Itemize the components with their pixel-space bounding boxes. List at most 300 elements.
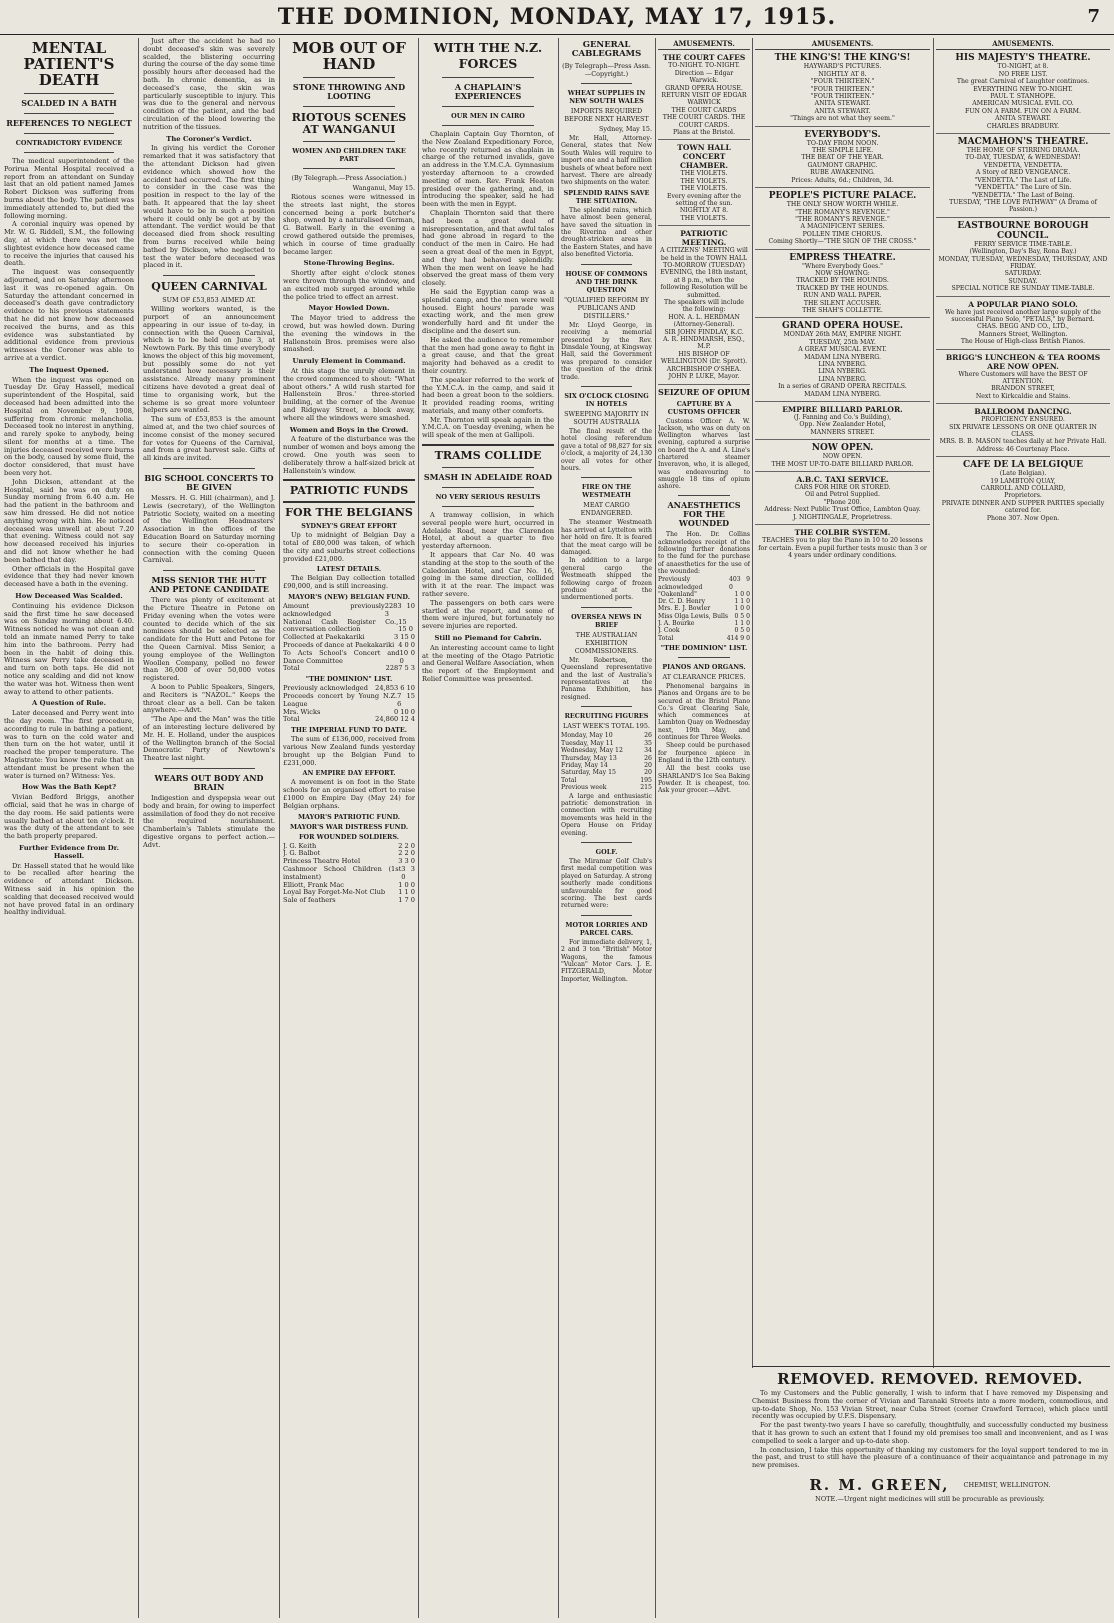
deck: A CHAPLAIN'S EXPERIENCES (454, 82, 522, 101)
deck: RIOTOUS SCENES AT WANGANUI (291, 111, 407, 136)
ad-line: "VENDETTA." The Last of Life. (974, 176, 1072, 184)
row-label: Mrs. E. J. Bowler (658, 605, 711, 613)
row-amount: 0 5 0 (734, 612, 750, 620)
ad-title: TOWN HALL CONCERT CHAMBER. (677, 143, 731, 171)
column-rule (933, 38, 934, 1368)
paragraph: To my Customers and the Public generally, I wish to inform that I have removed my Dispensing and Chemist Business from the corner of Vivian and Taranaki Streets into a more modern, commodious, and up-to-date Shop, No. 153 Vivian Street, near Cuba Street (corner Crawford Terrace), which place until recently was occupied by U.F.S. Dispensary. (752, 1389, 1108, 1421)
section-head: AMUSEMENTS. (658, 38, 750, 50)
paragraph: A movement is on foot in the State schools for an organised effort to raise £1000 on Empire Day (May 24) for Belgian orphans. (283, 778, 415, 810)
paragraph: The Belgian Day collection totalled £90,000, and is still increasing. (283, 574, 415, 591)
ad-line: (Wellington, Day's Bay, Rona Bay.) (969, 248, 1077, 256)
row-label: Monday, May 10 (561, 732, 613, 740)
paragraph: Sheep could be purchased for fourpence apiece in England in the 12th century. (658, 742, 750, 764)
subheading: The Inquest Opened. (29, 365, 109, 374)
ad-line: Plans at the Bristol. (672, 128, 736, 136)
ad-line: TEACHES you to play the Piano in 10 to 20 lessons for certain. Even a pupil further tests music than 3 or 4 years under ordinary conditions. (758, 537, 927, 559)
ad-line: PROFICIENCY ENSURED. (981, 416, 1065, 424)
paragraph: John Dickson, attendant at the Hospital, said he was on duty on Sunday morning from 6.40 a.m. He had the patient in the bathroom and saw him dressed. He did not notice anything wrong with him. He noticed deceased was unwell at about 7.20 that evening. Witness could not say how deceased received his injuries and did not know whether he had been bathed that day. (4, 477, 134, 564)
ad-line: FERRY SERVICE TIME-TABLE. (973, 240, 1073, 248)
ad-line: TRACKED BY THE HOUNDS. (796, 284, 889, 292)
ad-line: NIGHTLY AT 8. (679, 207, 729, 215)
ad-line: CARROLL AND COLLARD, (980, 485, 1066, 493)
ad-line: GRAND OPERA HOUSE. (665, 84, 743, 92)
deck: THE AUSTRALIAN EXHIBITION COMMISSIONERS. (574, 630, 639, 655)
row-amount: 26 (644, 754, 652, 762)
paragraph: The sum of £53,853 is the amount aimed at, and the two chief sources of income consist of the money secured for votes for Queens of the Carnival, and from a great harvest sale. Gifts of all kinds are invited. (143, 415, 275, 463)
row-label: Tuesday, May 11 (561, 739, 614, 747)
ad-line: THE VIOLETS. (680, 170, 728, 178)
ad-lines (938, 371, 1108, 401)
headline: BIG SCHOOL CONCERTS TO BE GIVEN (144, 473, 274, 493)
ad-line: Coming Shortly—"THE SIGN OF THE CROSS." (768, 238, 917, 246)
deck: LATEST DETAILS. (316, 565, 382, 574)
paragraph: At this stage the unruly element in the crowd commenced to shout: "What about others." A wild rush started for Hallenstein Bros.' three-storied building, at the corner of the Avenue and Ridgway Street, a block away, where all the windows were smashed. (283, 366, 415, 422)
advertisement (755, 127, 930, 188)
paragraph: Phenomenal bargains in Pianos and Organs are to be secured at the Bristol Piano Co.'s Great Clearing Sale, which commences at Lambton Quay on Wednesday next, 19th May, and continues for Three Weeks. (658, 682, 750, 742)
ad-line: NOW SHOWING: (815, 269, 870, 277)
row-amount: 24,853 6 10 (375, 684, 415, 693)
ad-lines (757, 140, 928, 184)
ad-line: Phone 307. Now Open. (986, 514, 1060, 522)
ad-title: BRIGG'S LUNCHEON & TEA ROOMS ARE NOW OPEN. (945, 352, 1101, 371)
paragraph: He said the Egyptian camp was a splendid camp, and the men were well housed. Eight hours' parade was exacting work, and the men grew wonderfully hard and fit under the discipline and the desert sun. (422, 287, 554, 335)
row-amount: 1 7 0 (398, 896, 415, 905)
headline: MOB OUT OF HAND (292, 39, 406, 73)
ad-line: HIS BISHOP OF WELLINGTON (Dr. Sprott). (660, 350, 748, 366)
list-row (658, 620, 750, 627)
paragraph: Indigestion and dyspepsia wear out body and brain, for owing to imperfect assimilation of food they do not receive the required nourishment. Chamberlain's Tablets stimulate the digestive organs to perfect action.—Advt. (143, 793, 275, 849)
paragraph: He asked the audience to remember that the men had gone away to fight in a great cause, and that the great majority had behaved as a credit to their country. (422, 335, 554, 375)
ad-line: CARS FOR HIRE OR STORED. (794, 484, 891, 492)
paragraph: "The Ape and the Man" was the title of an interesting lecture delivered by Mr. H. E. Holland, under the auspices of the Wellington branch of the Social Democratic Party of Newtown's Theatre last night. (143, 715, 275, 763)
ad-line: SIR JOHN FINDLAY, K.C. (664, 328, 744, 336)
ad-line: "Things are not what they seem." (790, 115, 895, 123)
ad-lines (660, 247, 748, 380)
paragraph: A feature of the disturbance was the number of women and boys among the crowd. One youth was seen to deliberately throw a half-sized brick at Hallenstein's window. (283, 435, 415, 475)
ad-lines (938, 241, 1108, 293)
paragraph: When the inquest was opened on Tuesday Dr. Gray Hassell, medical superintendent of the Hospital, said deceased had been admitted into the Hospital on November 9, 1908, suffering from chronic melancholia. Deceased took no interest in anything, and rarely spoke to anybody, being silent for months at a time. The injuries deceased received were burns on the body, caused by some fluid, the doctor considered, that must have been very hot. (4, 375, 134, 478)
ad-line: (J. Fanning and Co.'s Building), (793, 414, 892, 422)
row-amount: 195 (640, 776, 652, 784)
list-row (283, 603, 415, 619)
ad-line: ANITA STEWART. (814, 107, 871, 115)
ad-line: Where Customers will have the BEST OF ATTENTION. (958, 370, 1088, 385)
deck: "QUALIFIED REFORM BY PUBLICANS AND DISTILLERS." (564, 295, 649, 320)
row-label: J. G. Keith (283, 841, 317, 850)
row-label: To Acts School's Concert and Dance Committee (283, 648, 400, 665)
ad-line: TO-NIGHT, at 8. (997, 63, 1049, 71)
row-amount: 1 1 0 (734, 598, 750, 606)
ad-line: The great Carnival of Laughter continues. (956, 78, 1090, 86)
ad-lines (938, 63, 1108, 130)
paragraph: Up to midnight of Belgian Day a total of £80,000 was taken, of which the city and suburbs street collections provided £21,000. (283, 531, 415, 563)
ad-line: "Phone 200. (823, 498, 862, 506)
column-rule (655, 38, 656, 1618)
column-rule (752, 38, 753, 1368)
ad-line: THE SHAH'S COLLETTE. (802, 306, 883, 314)
ad-line: "FOUR THIRTEEN." (810, 78, 875, 86)
row-label: J. A. Bourke (658, 620, 695, 628)
row-amount: 3 3 0 (398, 857, 415, 866)
paragraph: Messrs. H. G. Hill (chairman), and J. Lewis (secretary), of the Wellington Patriotic Society, waited on a meeting of the Wellington Headmasters' Association in the offices of the Education Board on Saturday morning to secure their co-operation in connection with the coming Queen Carnival. (143, 494, 275, 565)
ad-title: NOW OPEN. (811, 443, 874, 454)
ad-line: LINA NYBERG. (818, 375, 867, 383)
row-label: "Oakenland" (658, 590, 697, 598)
ad-line: MADAM LINA NYBERG. (804, 353, 881, 361)
headline: PATRIOTIC FUNDS (289, 484, 409, 498)
ad-title: EMPRESS THEATRE. (789, 252, 896, 263)
ad-line: In a series of GRAND OPERA RECITALS. (778, 383, 907, 391)
row-label: Proceeds concert by Young N.Z. League (283, 692, 398, 708)
ad-line: NO FREE LIST. (998, 70, 1048, 78)
credit-line: (By Telegraph.—Press Association.) (291, 174, 407, 182)
deck: CONTRADICTORY EVIDENCE (15, 139, 123, 147)
column-rule (279, 38, 280, 1618)
ad-line: SPECIAL NOTICE RE SUNDAY TIME-TABLE. (951, 285, 1095, 293)
advertisement (755, 250, 930, 319)
fund-list (283, 603, 415, 673)
deck: SMASH IN ADELAIDE ROAD (423, 472, 553, 483)
ad-line: NIGHTLY AT 8. (818, 70, 867, 78)
ad-line: RUN AND WALL PAPER. (803, 292, 882, 300)
paragraph: The splendid rains, which have almost been general, have saved the situation in the Riverina and other drought-stricken areas in the Eastern States, and have also benefited Victoria. (561, 206, 652, 259)
signature-name: R. M. GREEN, (809, 1475, 950, 1494)
row-amount: 15 15 0 (398, 617, 413, 634)
ad-line: MRS. B. B. MASON teaches daily at her Private Hall. (939, 438, 1107, 446)
paragraph: Riotous scenes were witnessed in the streets last night, the stores concerned being a pork butcher's shop, owned by a naturalised German, G. Batwell. Early in the evening a crowd gathered outside the premises, which in course of time gradually became larger. (283, 193, 415, 256)
ad-lines (660, 170, 748, 222)
ad-lines (938, 416, 1108, 453)
list-row (658, 598, 750, 605)
divider (752, 1366, 1110, 1367)
masthead (0, 0, 1114, 35)
fund-list (283, 685, 415, 724)
ad-line: A MAGNIFICENT SERIES. (800, 223, 885, 231)
headline: ANAESTHETICS FOR THE WOUNDED (667, 500, 741, 529)
ad-title: PEOPLE'S PICTURE PALACE. (768, 191, 917, 202)
ad-lines (757, 453, 928, 468)
ad-title: MACMAHON'S THEATRE. (957, 137, 1089, 148)
row-label: Thursday, May 13 (561, 754, 617, 762)
row-label: Elliott, Frank Mac (283, 880, 344, 889)
advertisement (755, 188, 930, 249)
ad-line: "THE ROMANY'S REVENGE." (795, 208, 890, 216)
ad-line: Every evening after the setting of the sun. (667, 192, 741, 207)
headline: MOTOR LORRIES AND PARCEL CARS. (565, 920, 648, 937)
row-amount: 24,860 12 4 (375, 715, 415, 724)
ad-line: TO-DAY, TUESDAY, & WEDNESDAY! (965, 154, 1081, 162)
row-label: Wednesday, May 12 (561, 747, 623, 755)
headline: MENTAL PATIENT'S DEATH (23, 39, 115, 89)
deck: GOLF. (595, 847, 618, 856)
column-8 (936, 38, 1110, 1368)
ad-line: THE VIOLETS. (680, 214, 728, 222)
row-label: Friday, May 14 (561, 761, 608, 769)
ad-line: MONDAY, TUESDAY, WEDNESDAY, THURSDAY, AND FRIDAY. (938, 255, 1108, 270)
paragraph: All the best cooks use SHARLAND'S Ice Sea Baking Powder. It is cheapest, too. Ask your grocer.—Advt. (658, 765, 750, 795)
list-row (561, 784, 652, 791)
list-row (658, 635, 750, 642)
ad-lines (938, 309, 1108, 346)
list-row (283, 897, 415, 905)
ad-line: PRIVATE DINNER AND SUPPER PARTIES specially catered for. (941, 499, 1105, 515)
deck: MAYOR'S (NEW) BELGIAN FUND. (288, 593, 410, 602)
ad-lines (757, 484, 928, 521)
ad-line: SIX PRIVATE LESSONS OR ONE QUARTER IN CLASS. (949, 423, 1097, 439)
paragraph: The sum of £136,000, received from various New Zealand funds yesterday brought up the Belgian Fund to £231,000. (283, 735, 415, 767)
deck: HOUSE OF COMMONS AND THE DRINK QUESTION (565, 269, 648, 294)
paragraph: The final result of the hotel closing referendum gave a total of 98,827 for six o'clock, a majority of 24,130 over all votes for other hours. (561, 427, 652, 472)
ad-lines (757, 414, 928, 436)
fund-list (658, 576, 750, 642)
dateline: Sydney, May 15. (599, 125, 652, 133)
row-amount: 1 0 0 (734, 605, 750, 613)
ad-title: A POPULAR PIANO SOLO. (968, 299, 1078, 309)
row-amount: 20 (644, 769, 652, 777)
deck: MAYOR'S PATRIOTIC FUND. (297, 812, 401, 821)
paragraph: Later deceased and Perry went into the day room. The first procedure, according to rule in bathing a patient, was to turn on the cold water and then turn on the hot water, until it reached the proper temperature. The Magistrate: You know the rule that an attendant must be present when the water is turned on? Witness: Yes. (4, 709, 134, 780)
row-label: Amount previously acknowledged (283, 602, 385, 618)
deck: FIRE ON THE WESTMEATH (581, 483, 632, 500)
row-label: Sale of feathers (283, 896, 336, 905)
ad-line: ANITA STEWART. (814, 100, 871, 108)
ad-title: HIS MAJESTY'S THEATRE. (955, 53, 1091, 64)
subheading: Stone-Throwing Begins. (303, 259, 395, 268)
ad-lines (757, 331, 928, 398)
paragraph: A large and enthusiastic patriotic demonstration in connection with recruiting movements was held in the Opera House on Friday evening. (561, 792, 652, 837)
list-row (561, 747, 652, 754)
row-label: Total (561, 776, 577, 784)
deck: CAPTURE BY A CUSTOMS OFFICER (667, 399, 741, 416)
ad-line: THE ONLY SHOW WORTH WHILE. (786, 201, 899, 209)
row-label: Total (283, 715, 300, 724)
deck: LAST WEEK'S TOTAL 195. (563, 722, 650, 731)
ad-line: SUNDAY. (1008, 277, 1038, 285)
column-rule (418, 38, 419, 1618)
paragraph: Just after the accident he had no doubt deceased's skin was severely scalded, the blistering occurring during the course of the day some time possibly hours after deceased had the bath. In chronic dementia, as in deceased's case, the skin was particularly susceptible to injury. This was due to the general and nervous condition of the patient, and the bad circulation of the blood lowering the nutrition of the tissues. (143, 38, 275, 131)
deck: REFERENCES TO NEGLECT (6, 118, 132, 128)
paragraph: The medical superintendent of the Porirua Mental Hospital received a report from an attendant on Sunday last that an old patient named James Robert Dickson was suffering from burns about the body. The patient was immediately attended to, but died the following morning. (4, 157, 134, 220)
paragraph: A tramway collision, in which several people were hurt, occurred in Adelaide Road, near the Clarendon Hotel, at about a quarter to five yesterday afternoon. (422, 511, 554, 551)
subheading: How Was the Bath Kept? (21, 783, 117, 792)
paragraph: In giving his verdict the Coroner remarked that it was satisfactory that the attendant Dickson had given evidence which showed how the accident had occurred. The first thing to consider in the case was the position in respect to the lay of the bath. It appeared that the lay sheet would have to be in such a position where it could only be got at by the attendant. The verdict would be that deceased died from shock resulting from burns received while being bathed by Dickson, who neglected to test the water before deceased was placed in it. (143, 144, 275, 270)
row-label: Cashmoor School Children (1st instalment) (283, 865, 402, 881)
ad-line: VENDETTA, VENDETTA. (983, 161, 1063, 169)
list-row (283, 693, 415, 709)
list-row (283, 650, 415, 666)
ad-line: THE COURT CARDS. THE COURT CARDS. (662, 114, 746, 129)
ad-line: A Story of RED VENGEANCE. (975, 169, 1071, 177)
row-amount: 4 0 0 (398, 641, 415, 650)
row-amount: 414 9 0 (726, 634, 750, 642)
advertisement (658, 226, 750, 384)
ad-line: THE SIMPLE LIFE. (811, 147, 874, 155)
deck: OVERSEA NEWS IN BRIEF (571, 612, 642, 629)
paragraph: The Hon. Dr. Collins acknowledges receipt of the following further donations to the fund for the purchase of anaesthetics for the use of the wounded: (658, 531, 750, 575)
paragraph: Continuing his evidence Dickson said the first time he saw deceased was on Sunday morning about 6.40. Witness noticed he was not clean and told an inmate named Perry to take him into the bathroom. Perry had been in the habit of doing this. Witness saw Perry take deceased in and turn on both taps. He did not notice any scalding and did not know the water was hot. Witness then went away to attend to other patients. (4, 601, 134, 696)
ad-lines (938, 470, 1108, 522)
row-label: Proceeds of dance at Paekakariki (283, 641, 395, 650)
note: NOTE.—Urgent night medicines will still be procurable as previously. (815, 1494, 1045, 1503)
paragraph: Mr. Lloyd George, in receiving a memorial presented by the Rev. Dinsdale Young, at Kingsway Hall, said the Government was prepared to consider the question of the drink trade. (561, 321, 652, 381)
advertisement (755, 402, 930, 440)
ad-line: The House of High-class British Pianos. (960, 338, 1086, 346)
ad-line: CHARLES BRADBURY. (986, 122, 1060, 130)
paragraph: For immediate delivery, 1, 2 and 3 ton "British" Motor Wagons, the famous "Vulcan" Motor Cars. J. E. FITZGERALD, Motor Importer, Wellington. (561, 938, 652, 983)
paragraph: Mr. Thornton will speak again in the Y.M.C.A. on Tuesday evening, when he will speak of the men at Gallipoli. (422, 415, 554, 440)
paragraph: A boon to Public Speakers, Singers, and Reciters is "NAZOL." Keeps the throat clear as a bell. Can be taken anywhere.—Advt. (143, 682, 275, 715)
subheading: The Coroner's Verdict. (166, 134, 252, 143)
list-row (283, 716, 415, 724)
list-row (283, 619, 415, 635)
ad-line: Address: Next Public Trust Office, Lambton Quay. (764, 506, 921, 514)
ad-lines (757, 263, 928, 315)
row-amount: 1 0 0 (734, 590, 750, 598)
ad-line: TUESDAY, "THE LOVE PATHWAY" (A Drama of Passion.) (949, 198, 1097, 214)
ad-title: THE KING'S! THE KING'S! (774, 53, 911, 64)
advertisement (936, 350, 1110, 405)
headline: SEIZURE OF OPIUM (658, 386, 750, 397)
deck: SPLENDID RAINS SAVE THE SITUATION. (563, 188, 650, 205)
advertisement (936, 218, 1110, 297)
column-rule (558, 38, 559, 1618)
list-row (561, 769, 652, 776)
subheading: Mayor Howled Down. (308, 304, 390, 313)
signature-role: CHEMIST, WELLINGTON. (963, 1480, 1051, 1489)
ad-line: THE MOST UP-TO-DATE BILLIARD PARLOR. (771, 460, 914, 468)
headline: TRAMS COLLIDE (434, 449, 542, 463)
column-1 (4, 38, 134, 1618)
paragraph: For the past twenty-two years I have so carefully, thoughtfully, and successfully conducted my business that it has grown to such an extent that I found my old premises too small and inconvenient, and as I was compelled to seek a larger and up-to-date shop. (752, 1421, 1108, 1445)
ad-lines (938, 147, 1108, 214)
deck: "THE DOMINION" LIST. (305, 675, 393, 684)
deck: SWEEPING MAJORITY IN SOUTH AUSTRALIA (564, 409, 649, 426)
masthead-title: THE DOMINION, MONDAY, MAY 17, 1915. (277, 4, 837, 30)
ad-line: RUBE AWAKENING. (810, 169, 875, 177)
list-row (658, 627, 750, 634)
page-number: 7 (1087, 6, 1100, 27)
paragraph: Willing workers wanted, is the purport of an announcement appearing in our issue of to-day, in connection with the Queen Carnival, which is to be held on June 3, at Newtown Park. By this time everybody knows the object of this big movement, but possibly some do not yet understand how necessary is their assistance. Already many prominent citizens have devoted a great deal of time to organising work, but the scheme is so great more volunteer helpers are wanted. (143, 305, 275, 415)
deck: RECRUITING FIGURES (564, 712, 649, 721)
paragraph: Chaplain Captain Guy Thornton, of the New Zealand Expeditionary Force, who recently returned as chaplain in charge of the returned invalids, gave an address in the Y.M.C.A. Gymnasium yesterday afternoon to a crowded meeting of men. Rev. Frank Heaton presided over the gathering, and, in introducing the speaker, said he had been with the men in Egypt. (422, 130, 554, 209)
advertisement (755, 440, 930, 472)
ad-title: THE COLBIR SYSTEM. (794, 528, 891, 538)
ad-line: Opp. New Zealander Hotel, (799, 421, 886, 429)
row-amount: 1 0 0 (398, 880, 415, 889)
section-head: AMUSEMENTS. (936, 38, 1110, 50)
credit-line: (By Telegraph—Press Assn.—Copyright.) (562, 62, 651, 78)
ad-line: CHAS. BEGG AND CO., LTD., (976, 323, 1070, 331)
ad-line: J. NIGHTINGALE, Proprietress. (793, 513, 892, 521)
row-amount: 1 1 0 (734, 620, 750, 628)
subheading: A Question of Rule. (32, 699, 106, 708)
row-amount: 20 (644, 761, 652, 769)
advertisement (755, 472, 930, 525)
advertisement (936, 50, 1110, 134)
ad-line: Proprietors. (1004, 492, 1042, 500)
ad-line: A. R. HINDMARSH, ESQ., M.P. (663, 336, 745, 351)
ad-line: AMERICAN MUSICAL EVIL CO. (972, 100, 1074, 108)
row-label: Mrs. Wicks (283, 707, 321, 716)
row-label: Total (658, 634, 674, 642)
row-label: Previously acknowledged (283, 684, 368, 693)
paragraph: Mr. Robertson, the Queensland representative and the last of Australia's representatives at the Panama Exhibition, has resigned. (561, 656, 652, 701)
deck: MAYOR'S WAR DISTRESS FUND. (289, 822, 409, 831)
ad-line: LINA NYBERG. (818, 361, 867, 368)
removal-headline: REMOVED. REMOVED. REMOVED. (777, 1370, 1083, 1388)
paragraph: The inquest was consequently adjourned, and on Saturday afternoon last it was re-opened again. On Saturday the attendant concerned in deceased's death gave contradictory evidence to his previous statements that he did not know how deceased received the burns, and as this evidence was substantiated by additional evidence from previous witnesses the Coroner was able to arrive at a verdict. (4, 268, 134, 362)
ad-line: JOHN P. LUKE, Mayor. (668, 373, 740, 381)
ad-line: PAUL T. STANHOPE. (990, 93, 1056, 101)
subheading: Unruly Element in Command. (292, 357, 406, 366)
ad-title: THE COURT CAFES (662, 53, 746, 63)
deck: "THE DOMINION" LIST. (660, 643, 748, 652)
row-label: Total (283, 664, 300, 673)
ad-line: MANNERS STREET. (810, 428, 875, 436)
subheading: Still no Piemand for Cabrin. (434, 634, 542, 643)
ad-line: Direction — Edgar Warwick. (674, 69, 734, 85)
deck: FOR WOUNDED SOLDIERS. (299, 832, 399, 841)
ad-line: NOW OPEN. (822, 453, 863, 461)
ad-line: TO-NIGHT. TO-NIGHT. (668, 62, 740, 70)
ad-line: Manners Street, Wellington. (978, 330, 1068, 338)
ad-line: Next to Kirkcaldie and Stains. (975, 392, 1071, 400)
ad-title: PATRIOTIC MEETING. (680, 229, 728, 248)
row-label: J. G. Balbot (283, 849, 321, 858)
ad-line: TUESDAY, 25th MAY. (809, 338, 876, 346)
ad-line: THE SILENT ACCUSER. (803, 299, 882, 307)
ad-line: (Late Belgian). (999, 470, 1047, 478)
paragraph: Vivian Bedford Briggs, another official, said that he was in charge of the day room. He said patients were usually bathed at about ten o'clock. It was the duty of the attendant to see the bath properly prepared. (4, 793, 134, 841)
row-amount: 0 10 0 (394, 707, 415, 716)
subheading: How Deceased Was Scalded. (15, 592, 123, 601)
deck: WOMEN AND CHILDREN TAKE PART (292, 147, 406, 163)
ad-line: RETURN VISIT OF EDGAR WARWICK (661, 91, 747, 107)
list-row (283, 665, 415, 673)
deck: SYDNEY'S GREAT EFFORT (301, 522, 397, 531)
deck: NO VERY SERIOUS RESULTS (435, 493, 541, 502)
ad-line: HON. A. L. HERDMAN (Attorney-General). (668, 313, 740, 329)
column-2 (143, 38, 275, 1618)
deck: AT CLEARANCE PRICES. (662, 672, 746, 681)
row-label: Princess Theatre Hotel (283, 857, 361, 866)
ad-title: EMPIRE BILLIARD PARLOR. (782, 405, 903, 415)
advertisement (755, 50, 930, 126)
row-label: J. Cook (658, 627, 680, 635)
deck: AN EMPIRE DAY EFFORT. (302, 769, 396, 778)
row-amount: 215 (640, 784, 652, 792)
row-label: Saturday, May 15 (561, 769, 616, 777)
column-3 (283, 38, 415, 1618)
paragraph: Shortly after eight o'clock stones were thrown through the window, and an excited mob surged around while the police tried to effect an arrest. (283, 269, 415, 301)
list-row (561, 732, 652, 739)
ad-lines (757, 63, 928, 122)
ad-line: MONDAY 26th MAY, EMPIRE NIGHT. (783, 331, 902, 339)
advertisement (936, 297, 1110, 350)
ad-line: THE VIOLETS. (680, 177, 728, 185)
paragraph: Dr. Hassell stated that he would like to be recalled after hearing the evidence of attendant Dickson. Witness said in his opinion the scalding that deceased received would not have proved fatal in an ordinary healthy individual. (4, 861, 134, 917)
ad-line: Address: 46 Courtenay Place. (976, 445, 1070, 453)
list-row (283, 866, 415, 882)
row-label: Loyal Bay Forget-Me-Not Club (283, 888, 386, 897)
ad-line: THE VIOLETS. (680, 185, 728, 193)
list-row (561, 755, 652, 762)
ad-title: CAFE DE LA BELGIQUE (962, 460, 1083, 471)
deck: SCALDED IN A BATH (21, 98, 117, 108)
ad-title: GRAND OPERA HOUSE. (781, 321, 904, 332)
ad-line: EVERYTHING NEW TO-NIGHT. (973, 85, 1073, 93)
paragraph: Chaplain Thornton said that there had been a great deal of misrepresentation, and that awful tales had gone abroad in regard to the conduct of the men in Cairo. He had seen a great deal of the men in Egypt, and they had behaved splendidly. When the men went on leave he had observed the great mass of them very closely. (422, 208, 554, 288)
